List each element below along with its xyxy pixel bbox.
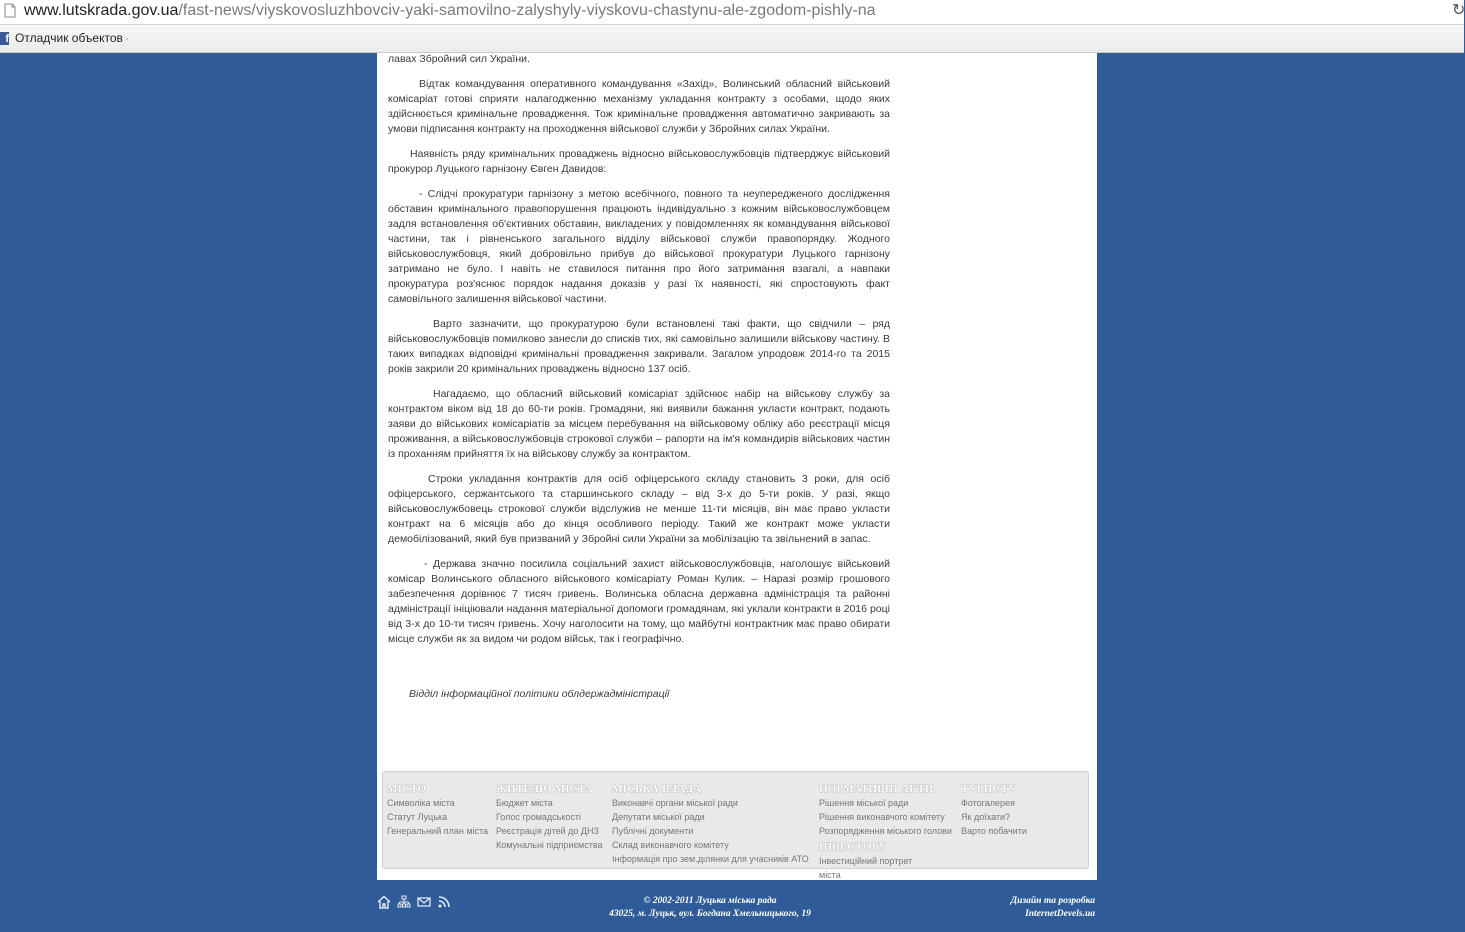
article-body <box>388 53 890 700</box>
copyright <box>560 895 860 921</box>
article-paragraph: лавах Збройний сил України. <box>388 53 530 65</box>
footer-column-residents <box>496 782 603 852</box>
footer-column-tourists <box>961 782 1027 838</box>
footer-link[interactable]: міста <box>819 870 841 880</box>
footer-heading[interactable]: ЖИТЕЛЮ МІСТА <box>496 783 594 795</box>
footer-column-city <box>387 782 488 838</box>
footer-heading[interactable]: ІНВЕСТОРУ <box>819 841 887 853</box>
footer-link[interactable]: Реєстрація дітей до ДНЗ <box>496 826 599 836</box>
bookmarks-bar <box>0 25 1464 53</box>
article-paragraph: Варто зазначити, що прокуратурою були встановлені такі факти, що свідчили – ряд військовослужбовців помилково занесли до списків тих, які самовільно залишили військову частину. В таких випадках відповідні кримінальні провадження закривали. Загалом упродовж 2014-го та 2015 років закрили 20 кримінальних проваджень відносно 137 осіб. <box>388 318 890 375</box>
footer-link[interactable]: Публічні документи <box>612 826 694 836</box>
footer-link[interactable]: Як доїхати? <box>961 812 1011 822</box>
footer-link[interactable]: Виконавчі органи міської ради <box>612 798 738 808</box>
address-line: 43025, м. Луцьк, вул. Богдана Хмельницького, 19 <box>609 909 811 919</box>
content-page <box>377 53 1097 880</box>
footer-link[interactable]: Склад виконавчого комітету <box>612 840 729 850</box>
article-paragraph: Нагадаємо, що обласний військовий комісаріат здійснює набір на військову службу за контрактом віком від 18 до 60-ти років. Громадяни, які виявили бажання укласти контракт, подають заяви до військових комісаріатів за місцем перебування на військовому обліку або реєстрації місця проживання, а військовослужбовців строкової служби – рапорти на ім'я командирів військових частин із проханням прийняття їх на військову службу за контрактом. <box>388 388 890 460</box>
page-icon <box>4 3 16 18</box>
footer-link[interactable]: Генеральний план міста <box>387 826 489 836</box>
footer-link[interactable]: Рішення міської ради <box>819 798 909 808</box>
footer-heading[interactable]: МІСТО <box>387 783 427 795</box>
footer-link[interactable]: Статут Луцька <box>387 812 448 822</box>
address-bar[interactable] <box>0 0 1464 25</box>
mail-icon[interactable] <box>417 895 431 909</box>
bookmark-separator: · <box>125 31 129 45</box>
url-text[interactable] <box>24 0 876 22</box>
footer-link[interactable]: Голос громадськості <box>496 812 582 822</box>
article-paragraph: Відтак командування оперативного командування «Захід», Волинський обласний військовий комісаріат готові сприяти налагодженню механізму укладання контракту з особами, щодо яких здійснюється кримінальне провадження. Тож кримінальне провадження автоматично закривають за умови підписання контракту на проходження військової служби у Збройних силах України. <box>388 78 890 135</box>
footer-link[interactable]: Комунальні підприємства <box>496 840 603 850</box>
reload-icon[interactable]: ↻ <box>1452 2 1465 19</box>
footer-heading[interactable]: МІСЬКА ВЛАДА <box>612 783 702 795</box>
design-credit-link[interactable]: InternetDevels.ua <box>1025 909 1095 919</box>
footer-link[interactable]: Інформація про зем.ділянки для учасників АТО <box>612 854 809 864</box>
design-credit <box>960 895 1095 921</box>
footer-column-regulations <box>819 782 952 882</box>
article-paragraph: - Слідчі прокуратури гарнізону з метою всебічного, повного та неупередженого дослідження обставин кримінального правопорушення працюють індивідуально з кожним військовослужбовцем задля встановлення об'єктивних обставин, викладених у повідомленнях як командування військової частини, так і рівненського загального відділу військової служби правопорядку. Жодного військовослужбовця, який добровільно прибув до військової прокуратури Луцького гарнізону затримано не було. І навіть не ставилося питання про його затримання взагалі, а навпаки прокуратура роз'яснює порядок надання доказів у разі їх наявності, які спростовують факт самовільного залишення військової частини. <box>388 188 890 305</box>
footer-links-panel <box>382 771 1089 880</box>
footer-link[interactable]: Варто побачити <box>961 826 1027 836</box>
footer-link[interactable]: Депутати міської ради <box>612 812 705 822</box>
bookmark-object-debugger[interactable]: Отладчик объектов <box>15 31 123 45</box>
footer-link[interactable]: Інвестиційний портрет <box>819 856 913 866</box>
footer-link[interactable]: Розпорядження міського голови <box>819 826 952 836</box>
footer-heading[interactable]: НОРМАТИВНІ АКТИ <box>819 783 934 795</box>
home-icon[interactable] <box>377 895 391 909</box>
url-domain: www.lutskrada.gov.ua <box>24 2 179 19</box>
design-credit-label: Дизайн та розробка <box>1010 896 1095 906</box>
copyright-line: © 2002-2011 Луцька міська рада <box>643 896 777 906</box>
article-signature: Відділ інформаційної політики облдержадміністрації <box>409 688 670 700</box>
rss-icon[interactable] <box>437 895 451 909</box>
footer-link[interactable]: Рішення виконавчого комітету <box>819 812 945 822</box>
footer-link[interactable]: Символіка міста <box>387 798 455 808</box>
sitemap-icon[interactable] <box>397 895 411 909</box>
article-paragraph: Наявність ряду кримінальних проваджень відносно військовослужбовців підтверджує військовий прокурор Луцького гарнізону Євген Давидов: <box>388 148 890 175</box>
footer-heading[interactable]: ТУРИСТУ <box>961 783 1017 795</box>
article-paragraph: Строки укладання контрактів для осіб офіцерського складу становить 3 роки, для осіб офіцерського, сержантського та старшинського складу – від 3-х до 5-ти років. У разі, якщо військовослужбовець строкової служби відслужив не менше 11-ти місяців, він має право укласти контракт на 6 місяців або до кінця особливого періоду. Такий же контракт може укласти демобілізований, який був призваний у Збройні сили України за мобілізацію та звільнений в запас. <box>388 473 890 545</box>
url-path: /fast-news/viyskovosluzhbovciv-yaki-samovilno-zalyshyly-viyskovu-chastynu-ale-zgodom-pishly-na <box>178 2 876 19</box>
article-paragraph: - Держава значно посилила соціальний захист військовослужбовців, наголошує військовий комісар Волинського обласного військового комісаріату Роман Кулик. – Наразі розмір грошового забезпечення дорівнює 7 тисяч гривень. Волинська обласна державна адміністрація та районні адміністрації ініціювали надання матеріальної допомоги громадянам, які уклали контракти в 2016 році від 3-х до 10-ти тисяч гривень. Хочу наголосити на тому, що майбутні контрактник має право обирати місце служби як за видом чи родом військ, так і географічно. <box>388 558 890 645</box>
footer-link[interactable]: Фотогалерея <box>961 798 1015 808</box>
facebook-icon: f <box>0 32 9 45</box>
footer-link[interactable]: Бюджет міста <box>496 798 553 808</box>
footer-column-authority <box>612 782 809 866</box>
